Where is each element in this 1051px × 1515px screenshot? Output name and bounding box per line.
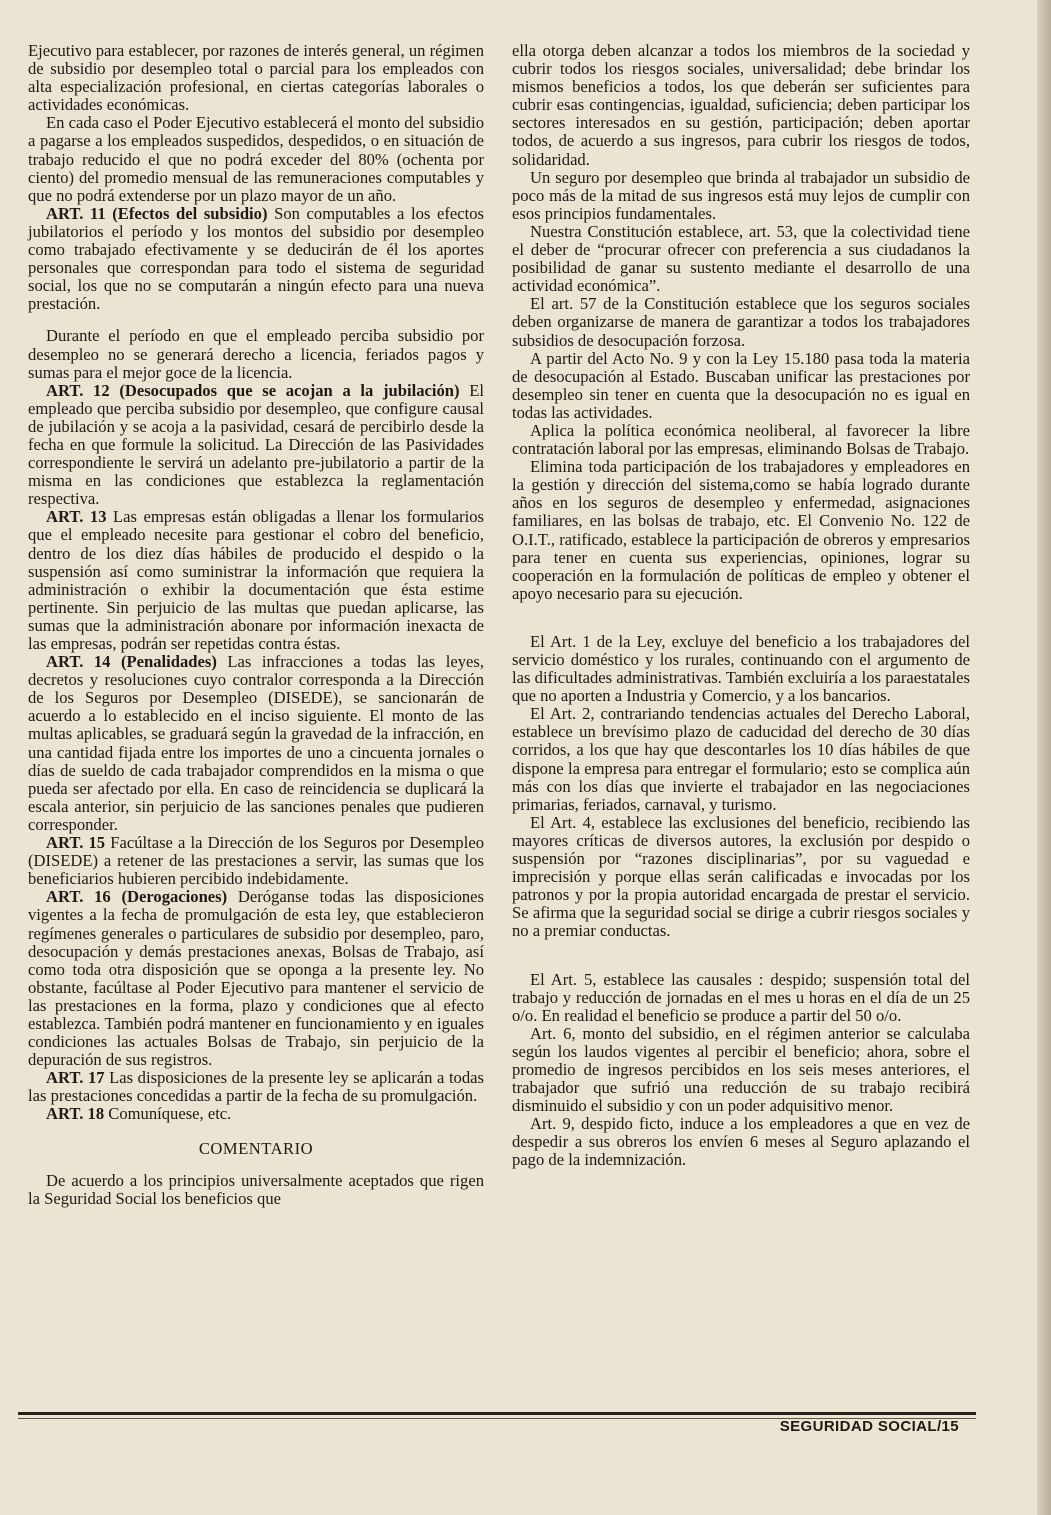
article-14 <box>28 653 484 834</box>
paragraph: Ejecutivo para establecer, por razones de interés general, un régimen de subsidio por desempleo total o parcial para los empleados con alta especialización profesional, en ciertas categorías laborales o actividades económicas. <box>28 41 484 115</box>
paragraph: En cada caso el Poder Ejecutivo establecerá el monto del subsidio a pagarse a los empleados suspedidos, despedidos, o en situación de trabajo reducido el que no podrá exceder del 80% (ochenta por ciento) del promedio mensual de las remuneraciones computables y que no podrá extenderse por un plazo mayor de un año. <box>28 113 484 205</box>
left-text-column <box>28 42 484 1208</box>
paragraph: El Art. 4, establece las exclusiones del beneficio, recibiendo las mayores críticas de diversos autores, la exclusión por despido o suspensión por “razones disciplinarias”, por su vaguedad e imprecisión y porque ellas serán calificadas e invocadas por los patronos y por la propia autoridad encargada de prestar el servicio. Se afirma que la seguridad social se dirige a cubrir riesgos sociales y no a premiar conductas. <box>512 812 970 941</box>
article-title: ART. 17 <box>46 1068 105 1088</box>
paragraph: Art. 9, despido ficto, induce a los empleadores a que en vez de despedir a sus obreros los envíen 6 meses al Seguro aplazando el pago de la indemnización. <box>512 1114 970 1170</box>
article-title: ART. 11 (Efectos del subsidio) <box>46 203 268 223</box>
paragraph: ella otorga deben alcanzar a todos los miembros de la sociedad y cubrir todos los riesgos sociales, universalidad; debe brindar los mismos beneficios a todos, los que deberán ser suficientes para cubrir esas contingencias, igualdad, suficiencia; deben participar los sectores interesados en su gestión, participación; deben aportar todos, de acuerdo a sus ingresos, para cubrir los riesgos de todos, solidaridad. <box>512 41 970 169</box>
article-title: ART. 12 (Desocupados que se acojan a la jubilación) <box>46 380 460 400</box>
paragraph: El Art. 5, establece las causales : despido; suspensión total del trabajo y reducción de jornadas en el mes u horas en el día de un 25 o/o. En realidad el beneficio se produce a partir del 50 o/o. <box>512 969 970 1025</box>
article-text: Facúltase a la Dirección de los Seguros por Desempleo (DISEDE) a retener de las prestaciones a servir, las sumas que los beneficiarios hubieren percibido indebidamente. <box>28 833 484 889</box>
paragraph: El Art. 1 de la Ley, excluye del beneficio a los trabajadores del servicio doméstico y los rurales, continuando con el argumento de las dificultades administrativas. También excluiría a los paraestatales que no aporten a Industria y Comercio, y a los bancarios. <box>512 631 970 706</box>
page-edge-shadow <box>1037 0 1051 1515</box>
paragraph: Art. 6, monto del subsidio, en el régimen anterior se calculaba según los laudos vigentes al percibir el beneficio; ahora, sobre el promedio de ingresos percibidos en los seis meses anteriores, el trabajador que sufrió una reducción de su trabajo recibirá disminuido el subsidio y con un poder adquisitivo menor. <box>512 1023 970 1116</box>
paragraph: Elimina toda participación de los trabajadores y empleadores en la gestión y dirección del sistema,como se había logrado durante años en los seguros de desempleo y enfermedad, asignaciones familiares, en las bolsas de trabajo, etc. El Convenio No. 122 de O.I.T., ratificado, establece la participación de obreros y empresarios para tener en cuenta sus experiencias, opiniones, lograr su cooperación en la formulación de políticas de empleo y obtener el apoyo necesario para su ejecución. <box>512 457 970 603</box>
article-text: Deróganse todas las disposiciones vigentes a la fecha de promulgación de esta ley, que establecieron regímenes generales o particulares de subsidio por desempleo, paro, desocupación y demás prestaciones anexas, Bolsas de Trabajo, así como toda otra disposición que se oponga a la presente ley. No obstante, facúltase al Poder Ejecutivo para mantener el servicio de las prestaciones en la forma, plazo y condiciones que al efecto establezca. También podrá mantener en funcionamiento y en iguales condiciones las actuales Bolsas de Trabajo, sin perjuicio de la depuración de sus registros. <box>28 887 484 1070</box>
article-text: El empleado que perciba subsidio por desempleo, que configure causal de jubilación y se acoja a la pasividad, cesará de percibirlo desde la fecha en que formule la solicitud. La Dirección de las Pasividades correspondiente le servirá un adelanto pre-jubilatorio a partir de la misma en las condiciones que establezca la reglamentación respectiva. <box>28 380 484 509</box>
article-18 <box>28 1105 484 1123</box>
article-13 <box>28 508 484 653</box>
right-text-column <box>512 42 970 1170</box>
article-16 <box>28 888 484 1069</box>
section-heading: COMENTARIO <box>198 1138 314 1158</box>
page-footer: SEGURIDAD SOCIAL/15 <box>779 1418 959 1435</box>
article-15 <box>28 834 484 888</box>
article-text: Comuníquese, etc. <box>104 1104 232 1124</box>
paragraph: Nuestra Constitución establece, art. 53, que la colectividad tiene el deber de “procurar ofrecer con preferencia a sus ciudadanos la posibilidad de ganar su sustento mediante el desarrollo de una actividad económica”. <box>512 221 970 296</box>
paragraph: Durante el período en que el empleado perciba subsidio por desempleo no se generará derecho a licencia, feriados pagos y sumas para el mejor goce de la licencia. <box>28 326 484 382</box>
article-text: Las infracciones a todas las leyes, decretos y resoluciones cuyo contralor corresponda a la Dirección de los Seguros por Desempleo (DISEDE), se sancionarán de acuerdo a lo establecido en el inciso siguiente. El monto de las multas aplicables, se graduará según la gravedad de la infracción, en una cantidad fijada entre los importes de uno a cincuenta jornales o días de sueldo de cada trabajador comprendidos en la misma o que pueda ser afectado por ella. En caso de reincidencia se duplicará la escala anterior, sin perjuicio de las sanciones penales que pudieren corresponder. <box>28 652 485 834</box>
article-title: ART. 13 <box>46 507 107 527</box>
article-17 <box>28 1069 484 1105</box>
article-title: ART. 16 (Derogaciones) <box>46 887 228 907</box>
article-text: Las disposiciones de la presente ley se aplicarán a todas las prestaciones concedidas a partir de la fecha de su promulgación. <box>28 1068 484 1106</box>
paragraph: A partir del Acto No. 9 y con la Ley 15.180 pasa toda la materia de desocupación al Estado. Buscaban unificar las prestaciones por desempleo sin tener en cuenta que la desocupación no es igual en todas las actividades. <box>512 348 970 422</box>
article-title: ART. 18 <box>46 1104 105 1124</box>
paragraph: De acuerdo a los principios universalmente aceptados que rigen la Seguridad Social los beneficios que <box>28 1170 484 1208</box>
paragraph: Un seguro por desempleo que brinda al trabajador un subsidio de poco más de la mitad de sus ingresos está muy lejos de cumplir con esos principios fundamentales. <box>512 167 970 223</box>
article-text: Son computables a los efectos jubilatorios el período y los montos del subsidio por desempleo como trabajado efectivamente y se deducirán de él los aportes personales que correspondan para todo el sistema de seguridad social, los que no se computarán a ningún efecto para una nueva prestación. <box>28 203 484 314</box>
paragraph: El art. 57 de la Constitución establece que los seguros sociales deben organizarse de manera de garantizar a todos los trabajadores subsidios de desocupación forzosa. <box>512 294 970 350</box>
paragraph: El Art. 2, contrariando tendencias actuales del Derecho Laboral, establece un brevísimo plazo de caducidad del derecho de 30 días corridos, a los que hay que descontarles los 10 días hábiles de que dispone la empresa para entregar el formulario; esto se complica aún más con los días que invierte el trabajador en las negociaciones primarias, feriados, carnaval, y turismo. <box>512 704 970 814</box>
article-title: ART. 14 (Penalidades) <box>46 652 217 672</box>
article-text: Las empresas están obligadas a llenar los formularios que el empleado necesite para gestionar el cobro del beneficio, dentro de los diez días hábiles de producido el despido o la suspensión así como suministrar la información que requiera la administración o exhibir la documentación que ésta estime pertinente. Sin perjuicio de las multas que puedan aplicarse, las sumas que la administración abonare por información inexacta de las empresas, podrán ser repetidas contra éstas. <box>28 507 484 653</box>
article-11 <box>28 205 484 314</box>
footer-rule <box>18 1412 976 1415</box>
paragraph: Aplica la política económica neoliberal, al favorecer la libre contratación laboral por las empresas, eliminando Bolsas de Trabajo. <box>512 420 970 459</box>
article-12 <box>28 382 484 509</box>
article-title: ART. 15 <box>46 833 106 853</box>
